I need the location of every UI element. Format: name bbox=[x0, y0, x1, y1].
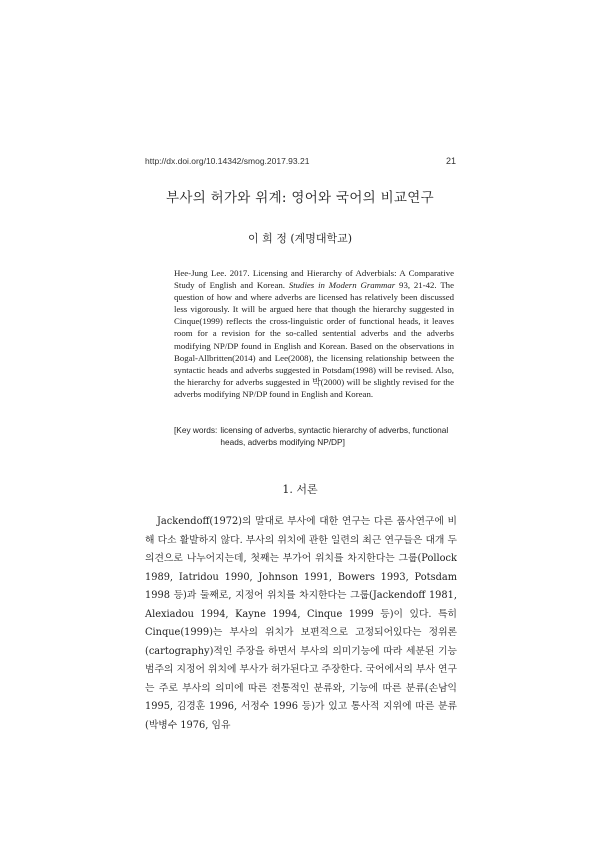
keywords-text: licensing of adverbs, syntactic hierarchy of adverbs, functional heads, adverbs modifying NP/DP] bbox=[220, 425, 449, 447]
doi-link[interactable]: http://dx.doi.org/10.14342/smog.2017.93.21 bbox=[145, 156, 310, 166]
abstract-body: 93, 21-42. The question of how and where adverbs are licensed has relatively been discussed less vigorously. It will be argued here that though the hierarchy suggested in Cinque(1999) reflects the cross-linguistic order of functional heads, it leaves room for a revision for the so-called sentential adverbs and the adverbs modifying NP/DP found in English and Korean. Based on the observations in Bogal-Allbritten(2014) and Lee(2008), the licensing relationship between the syntactic heads and adverbs suggested in Potsdam(1998) will be revised. Also, the hierarchy for adverbs suggested in 박(2000) will be slightly revised for the adverbs modifying NP/DP found in English and Korean. bbox=[174, 280, 454, 399]
journal-name: Studies in Modern Grammar bbox=[288, 280, 396, 291]
keywords-label: [Key words: bbox=[174, 425, 218, 435]
keywords-block bbox=[174, 425, 456, 448]
paper-title: 부사의 허가와 위계: 영어와 국어의 비교연구 bbox=[166, 190, 434, 206]
author-line: 이 희 정 (계명대학교) bbox=[247, 232, 353, 245]
abstract-citation: Hee-Jung Lee. 2017. Licensing and Hierarchy of Adverbials: A Comparative Study of English and Korean. bbox=[174, 268, 454, 291]
body-paragraph: Jackendoff(1972)의 말대로 부사에 대한 연구는 다른 품사연구에 비해 다소 활발하지 않다. 부사의 위치에 관한 일련의 최근 연구들은 대개 두 의견으로 나누어지는데, 첫째는 부가어 위치를 차지한다는 그룹(Pollock 1989, Iatridou 1990, Johnson 1991, Bowers 1993, Potsdam 1998 등)과 둘째로, 지정어 위치를 차지한다는 그룹(Jackendoff 1981, Alexiadou 1994, Kayne 1994, Cinque 1999 등)이 있다. 특히 Cinque(1999)는 부사의 위치가 보편적으로 고정되어있다는 정위론(cartography)적인 주장을 하면서 부사의 의미기능에 따라 세분된 기능범주의 지정어 위치에 부사가 허가된다고 주장한다. 국어에서의 부사 연구는 주로 부사의 의미에 따른 전통적인 분류와, 기능에 따른 분류(손남익 1995, 김경훈 1996, 서정수 1996 등)가 있고 통사적 지위에 따른 분류(박병수 1976, 임유 bbox=[145, 516, 457, 731]
abstract bbox=[174, 267, 454, 400]
page-number: 21 bbox=[446, 156, 457, 166]
section-heading: 1. 서론 bbox=[282, 483, 318, 496]
